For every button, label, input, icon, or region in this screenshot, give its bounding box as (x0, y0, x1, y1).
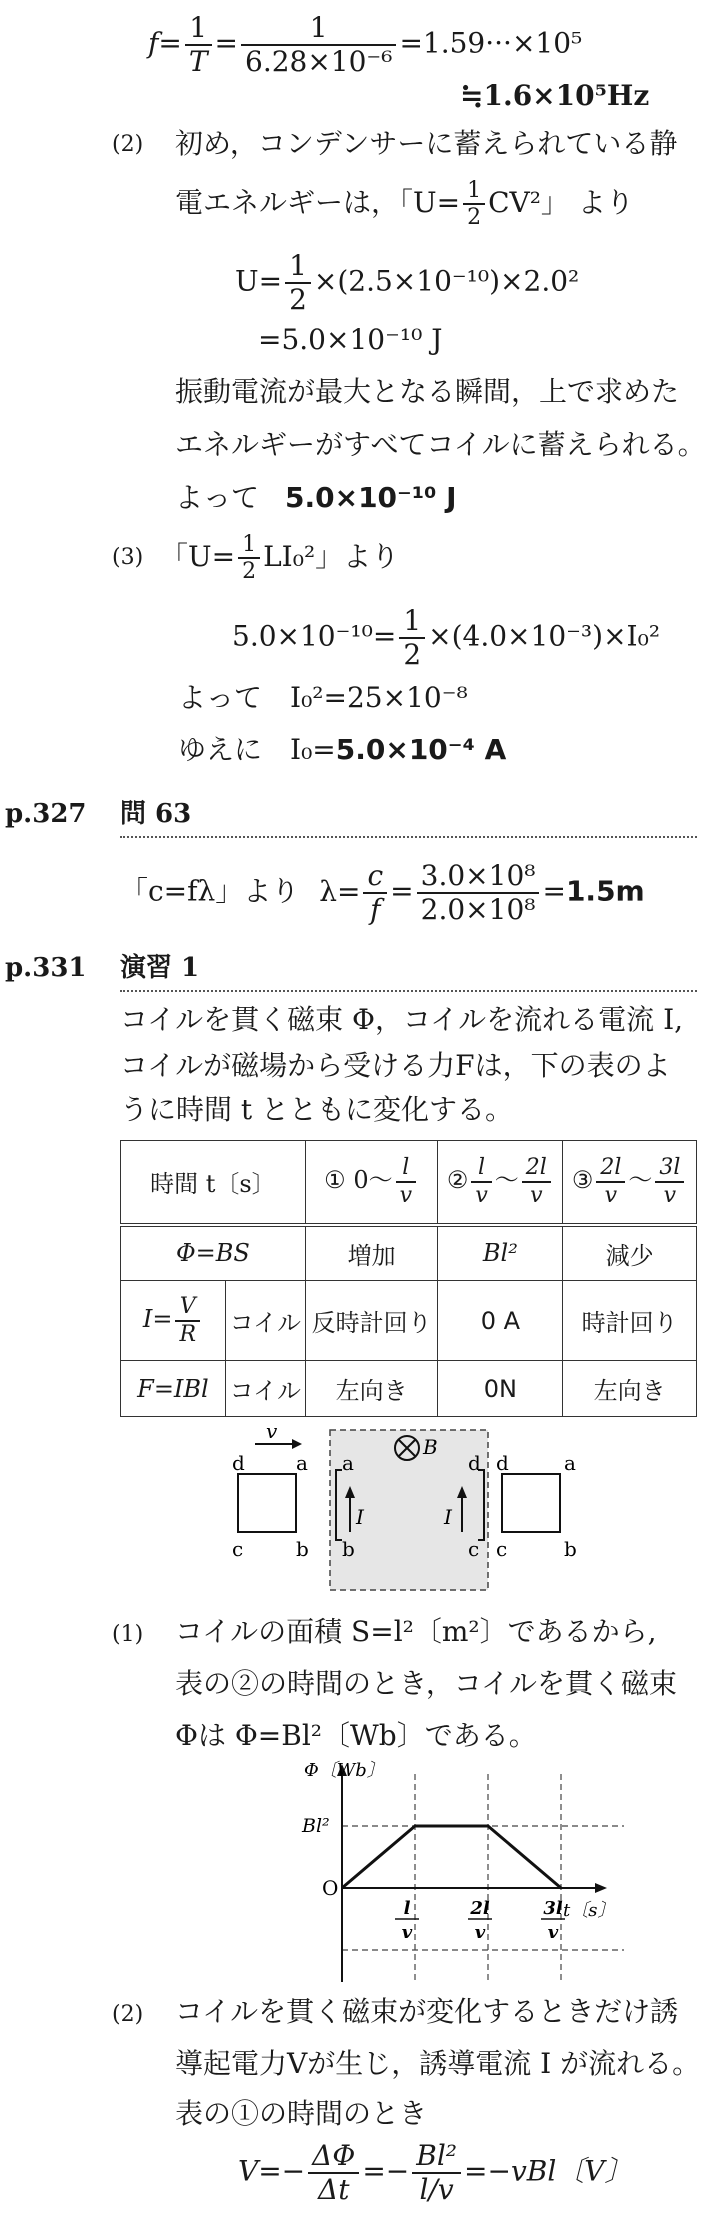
frequency-approx: ≒1.6×10⁵Hz (460, 79, 650, 112)
frac-values (417, 860, 540, 926)
frac-2l-over-v (522, 1155, 551, 1208)
text-line: 導起電力Vが生じ，誘導電流 I が流れる。 (175, 2047, 701, 2080)
table-cell: 左向き (305, 1361, 438, 1417)
corner-label: d (468, 1451, 481, 1475)
corner-label: c (232, 1537, 244, 1561)
text-part: ×(4.0×10⁻³)×I₀² (428, 619, 661, 653)
frac-half (238, 532, 260, 585)
frac-num: 1 (238, 532, 260, 559)
text-part: ×(2.5×10⁻¹⁰)×2.0² (313, 264, 580, 298)
frac-den: v (399, 1182, 413, 1208)
frac-num: 1 (185, 12, 212, 46)
text-line: 初め，コンデンサーに蓄えられている静 (175, 127, 678, 160)
text-part: 「U= (160, 539, 236, 573)
text-part: U= (235, 264, 283, 298)
frac-l-over-v (471, 1155, 491, 1208)
coil-before (238, 1474, 296, 1532)
corner-label: a (296, 1451, 308, 1475)
text-part: 5.0×10⁻¹⁰= (232, 619, 397, 653)
x-tick-denominator: v (547, 1922, 559, 1943)
text-line: コイルが磁場から受ける力Fは，下の表のよ (120, 1049, 671, 1082)
frequency-equation (148, 12, 582, 78)
frac-num: 1 (399, 605, 425, 639)
item-number: (2) (112, 132, 144, 157)
text-line: 表の②の時間のとき，コイルを貫く磁束 (175, 1667, 678, 1700)
answer-line (175, 478, 457, 518)
text-part: 時間 t〔s〕 (150, 1170, 276, 1199)
frequency-value: =1.59···×10⁵ (399, 26, 583, 60)
table-cell: コイル (225, 1361, 305, 1417)
frac-1-over-628 (241, 12, 396, 78)
text-part: CV²」 より (488, 185, 634, 219)
text-part: LI₀²」より (263, 539, 400, 573)
divider (120, 990, 697, 992)
text-part: I= (142, 1305, 173, 1333)
corner-label: d (232, 1451, 245, 1475)
frac-num: Bl² (412, 2140, 461, 2174)
page-reference: p.327 (5, 799, 87, 829)
table-row (121, 1141, 697, 1225)
frac-c-over-f (363, 860, 387, 926)
frac-den: v (604, 1182, 618, 1208)
text-part: V=− (238, 2154, 306, 2188)
corner-label: a (564, 1451, 576, 1475)
wavelength-equation (120, 860, 645, 926)
section-title: 演習 1 (120, 953, 200, 983)
table-cell: コイル (225, 1281, 305, 1361)
frac-bl2-over-lv (412, 2140, 461, 2206)
text-line: Φは Φ=Bl²〔Wb〕である。 (175, 1719, 537, 1752)
text-line: エネルギーがすべてコイルに蓄えられる。 (175, 428, 706, 461)
x-tick-numerator: 3l (543, 1898, 563, 1919)
table-cell: 減少 (563, 1225, 697, 1281)
answer-value: 5.0×10⁻¹⁰ J (285, 481, 457, 514)
text-part: ① 0～ (324, 1166, 393, 1195)
x-axis-arrow (595, 1883, 607, 1893)
current-label: I (444, 1505, 452, 1529)
text-part: =− (362, 2154, 410, 2188)
current-equation (232, 605, 660, 671)
frac-den: 2 (289, 283, 307, 317)
energy-result: =5.0×10⁻¹⁰ J (258, 323, 443, 356)
text-part: よって (178, 681, 263, 714)
frac-den: 2 (242, 559, 257, 585)
text-part: I₀²=25×10⁻⁸ (290, 681, 468, 714)
table-cell: 0N (438, 1361, 563, 1417)
text-part: ～ (494, 1166, 519, 1195)
x-tick-denominator: v (474, 1922, 486, 1943)
frac-den: v (530, 1182, 543, 1208)
item-number: (2) (112, 2002, 144, 2027)
frac-den: l/v (419, 2173, 454, 2207)
text-line: 振動電流が最大となる瞬間，上で求めた (175, 375, 680, 408)
frac-dphi-over-dt (308, 2140, 359, 2206)
text-part: よって (175, 481, 260, 514)
flux-series-line (342, 1826, 561, 1888)
frac-den: T (188, 45, 208, 79)
corner-label: b (342, 1537, 355, 1561)
table-cell: Bl² (438, 1225, 563, 1281)
x-axis-label: t〔s〕 (563, 1900, 616, 1921)
variation-table (120, 1140, 697, 1417)
frac-2l-over-v (596, 1155, 625, 1208)
corner-label: d (496, 1451, 509, 1475)
frac-den: f (370, 893, 381, 927)
frac-num: 2l (522, 1155, 551, 1182)
text-line: うに時間 t とともに変化する。 (120, 1093, 514, 1126)
text-part: 電エネルギーは，「U= (175, 185, 461, 219)
table-cell (121, 1281, 226, 1361)
table-row (121, 1361, 697, 1417)
energy-formula-line (175, 178, 634, 231)
answer-value: 1.5m (565, 874, 645, 908)
frac-num: ΔΦ (308, 2140, 359, 2174)
y-tick-label: Bl² (302, 1815, 330, 1837)
table-row (121, 1281, 697, 1361)
frac-den: 6.28×10⁻⁶ (245, 45, 393, 79)
velocity-label: v (266, 1420, 278, 1443)
y-axis-label: Φ〔Wb〕 (304, 1760, 385, 1781)
frac-half (463, 178, 485, 231)
frac-den: 2 (467, 205, 482, 231)
corner-label: b (296, 1537, 309, 1561)
table-cell: 増加 (305, 1225, 438, 1281)
table-cell: F=IBl (121, 1361, 226, 1417)
coil-magnetic-field-diagram (230, 1420, 590, 1595)
text-part: I₀= (290, 733, 336, 766)
x-tick-numerator: l (403, 1898, 411, 1919)
table-header-phase2 (438, 1141, 563, 1225)
frac-num: 3.0×10⁸ (417, 860, 540, 894)
corner-label: b (564, 1537, 577, 1561)
table-cell: 0 A (438, 1281, 563, 1361)
equals: = (390, 874, 414, 908)
answer-line (178, 730, 506, 770)
table-cell: 左向き (563, 1361, 697, 1417)
table-cell: Φ=BS (121, 1225, 306, 1281)
table-header-phase3 (563, 1141, 697, 1225)
frac-num: 1 (285, 250, 311, 284)
frac-den: 2 (403, 638, 422, 672)
energy-equation (235, 250, 579, 316)
frac-num: 1 (241, 12, 396, 46)
frac-den: R (179, 1321, 197, 1347)
text-part: 「c=fλ」より (120, 874, 300, 908)
equals: = (542, 874, 566, 908)
text-line: 表の①の時間のとき (175, 2097, 428, 2130)
text-line (178, 678, 468, 718)
frac-num: 3l (655, 1155, 684, 1182)
origin-label: O (322, 1876, 339, 1900)
flux-time-graph (300, 1760, 630, 1990)
coil-after (502, 1474, 560, 1532)
item-number: (1) (112, 1622, 144, 1647)
text-part: ③ (571, 1166, 594, 1195)
section-title: 問 63 (120, 799, 192, 829)
x-tick-numerator: 2l (470, 1898, 490, 1919)
table-cell: 時計回り (563, 1281, 697, 1361)
equals: = (158, 26, 182, 60)
frac-num: 2l (596, 1155, 625, 1182)
text-line: コイルを貫く磁束が変化するときだけ誘 (175, 1995, 679, 2028)
text-part: ～ (628, 1166, 653, 1195)
table-header-time (121, 1141, 306, 1225)
text-part: λ= (319, 874, 361, 908)
frac-num: l (471, 1155, 491, 1182)
table-cell: 反時計回り (305, 1281, 438, 1361)
frac-num: V (175, 1294, 200, 1321)
corner-label: c (468, 1537, 480, 1561)
frac-half (285, 250, 311, 316)
frac-half (399, 605, 425, 671)
frac-num: 1 (463, 178, 485, 205)
frac-den: v (663, 1182, 677, 1208)
text-part: =−vBl〔V〕 (464, 2154, 633, 2188)
frac-den: v (475, 1182, 488, 1208)
corner-label: c (496, 1537, 508, 1561)
corner-label: a (342, 1451, 354, 1475)
text-part: ゆえに (178, 733, 263, 766)
frac-num: c (363, 860, 387, 894)
item-number: (3) (112, 545, 144, 570)
frac-den: Δt (318, 2173, 350, 2207)
current-formula-line (160, 532, 399, 585)
answer-value: 5.0×10⁻⁴ A (335, 733, 507, 766)
emf-equation (238, 2140, 633, 2206)
text-part: ② (446, 1166, 469, 1195)
text-line: コイルの面積 S=l²〔m²〕であるから, (175, 1615, 657, 1648)
current-label: I (356, 1505, 364, 1529)
equals: = (214, 26, 238, 60)
frac-3l-over-v (655, 1155, 684, 1208)
frac-1-over-T (185, 12, 212, 78)
field-label: B (423, 1435, 438, 1459)
text-line: コイルを貫く磁束 Φ，コイルを流れる電流 I, (120, 1003, 684, 1036)
frac-num: l (396, 1155, 416, 1182)
page-reference: p.331 (5, 953, 87, 983)
frac-V-over-R (175, 1294, 200, 1347)
table-row (121, 1225, 697, 1281)
f-symbol: f (148, 26, 159, 60)
frac-den: 2.0×10⁸ (420, 893, 536, 927)
table-header-phase1 (305, 1141, 438, 1225)
divider (120, 836, 697, 838)
frac-l-over-v (396, 1155, 416, 1208)
x-tick-denominator: v (401, 1922, 413, 1943)
